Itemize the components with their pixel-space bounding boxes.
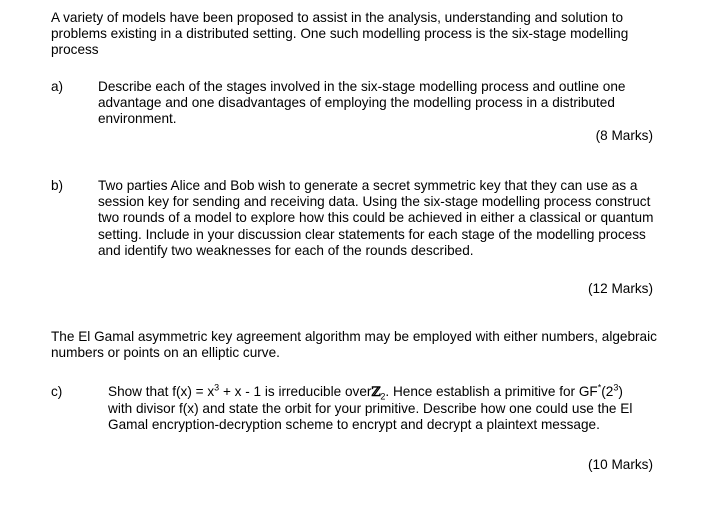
question-a-label: a): [51, 79, 64, 94]
question-c-text-part2: + x - 1 is irreducible over: [219, 384, 372, 399]
question-a-marks: (8 Marks): [595, 128, 653, 143]
question-c-text-part5: ) with divisor f(x) and state the orbit for your primitive. Describe how one could use the El Gamal encryption-decryption scheme to encrypt and decrypt a plaintext message.: [108, 384, 633, 433]
question-c-text-part4: (2: [601, 384, 614, 399]
question-a-text: Describe each of the stages involved in the six-stage modelling process and outline one advantage and one disadvantages of employing the modelling process in a distributed environment.: [98, 79, 626, 127]
exponent-3b: 3: [613, 382, 619, 393]
question-c-label: c): [51, 384, 63, 399]
elgamal-intro-paragraph: The El Gamal asymmetric key agreement algorithm may be employed with either numbers, algebraic numbers or points on an elliptic curve.: [51, 329, 657, 361]
intro-paragraph: A variety of models have been proposed to assist in the analysis, understanding and solution to problems existing in a distributed setting. One such modelling process is the six-stage modelling process: [51, 10, 629, 58]
question-c-text-part1: Show that f(x) = x: [108, 384, 215, 399]
gf-star: *: [597, 382, 602, 393]
question-b-marks: (12 Marks): [588, 281, 653, 296]
question-b-text: Two parties Alice and Bob wish to generate a secret symmetric key that they can use as a session key for sending and receiving data. Using the six-stage modelling process construct two rounds of a model to explore how this could be achieved in either a classical or quantum setting. Include in your discussion clear statements for each stage of the modelling process and identify two weaknesses for each of the rounds described.: [98, 178, 654, 258]
question-b-label: b): [51, 178, 64, 193]
integers-subscript: 2: [380, 391, 386, 402]
integers-symbol: ℤ: [371, 385, 381, 400]
question-c-text: [108, 384, 648, 434]
question-c-text-part3: . Hence establish a primitive for GF: [385, 384, 598, 399]
exponent-3: 3: [214, 382, 220, 393]
question-c-marks: (10 Marks): [588, 457, 653, 472]
